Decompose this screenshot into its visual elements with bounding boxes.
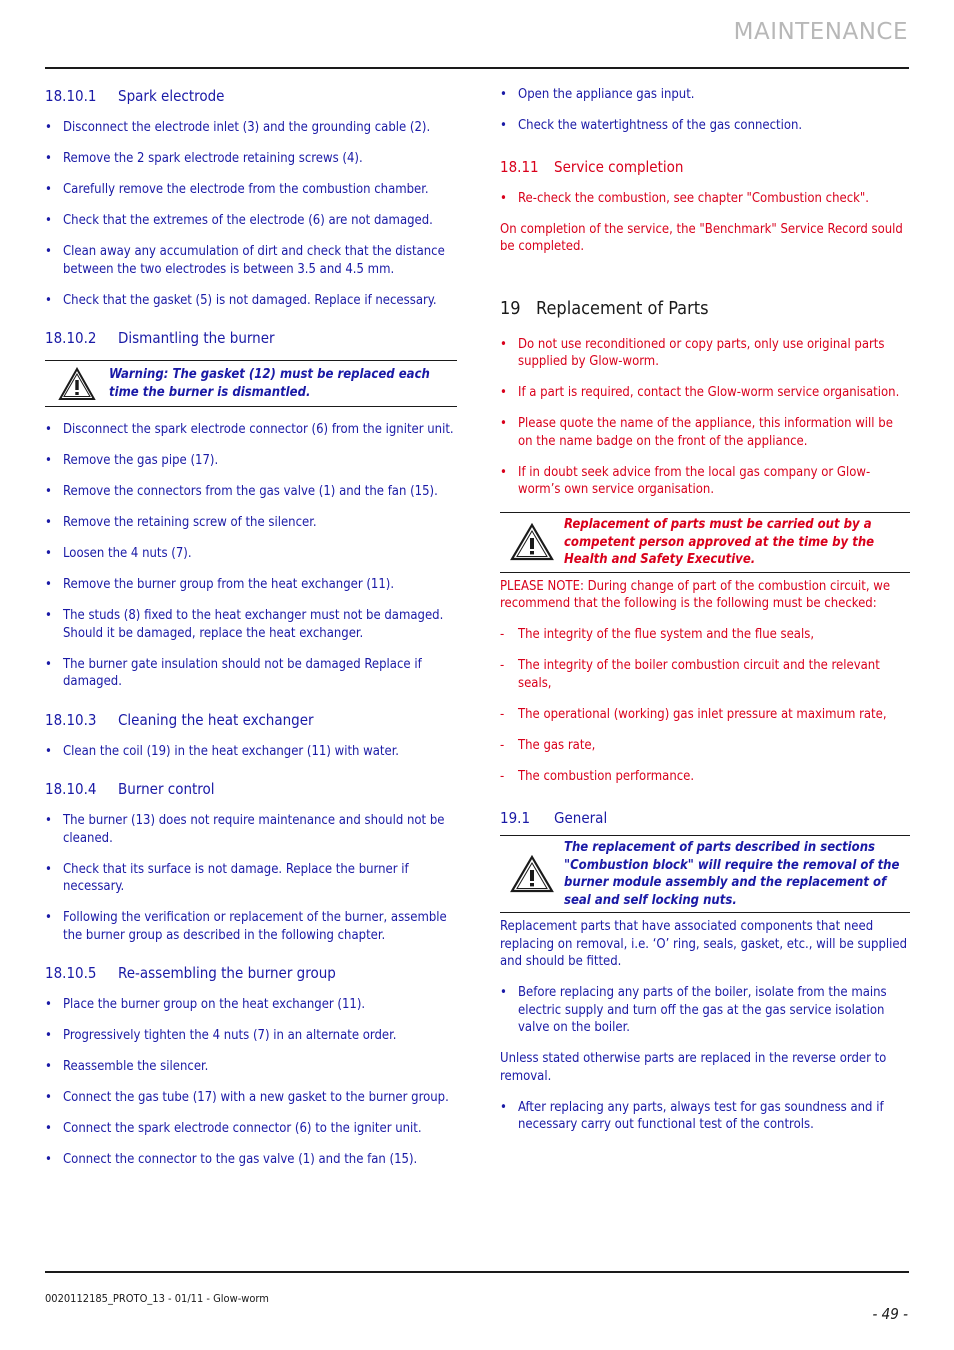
dismantling-list [45, 421, 457, 691]
section-title: Replacement of Parts [536, 297, 709, 319]
list-item: • Connect the connector to the gas valve (1) and the fan (15). [45, 1152, 418, 1167]
warning-triangle-icon [500, 855, 564, 893]
section-number: 18.10.5 [45, 964, 97, 982]
list-item: • If in doubt seek advice from the local gas company or Glow-worm’s own service organisation. [500, 464, 871, 497]
section-title: Cleaning the heat exchanger [118, 710, 314, 729]
general-list-2 [500, 1099, 910, 1134]
section-title: General [554, 809, 608, 827]
list-item: • Remove the 2 spark electrode retaining screws (4). [45, 151, 363, 166]
list-item: • Connect the gas tube (17) with a new gasket to the burner group. [45, 1090, 449, 1105]
list-item: • The burner (13) does not require maintenance and should not be cleaned. [45, 813, 445, 846]
list-item: • Check that its surface is not damage. Replace the burner if necessary. [45, 861, 409, 894]
page-number: - 49 - [872, 1305, 908, 1323]
list-item: • Check that the gasket (5) is not damaged. Replace if necessary. [45, 292, 437, 308]
list-item: • Reassemble the silencer. [45, 1059, 209, 1074]
list-item: - The operational (working) gas inlet pressure at maximum rate, [500, 706, 887, 722]
section-title: Burner control [118, 780, 215, 798]
section-number: 18.10.3 [45, 710, 97, 729]
list-item: • Do not use reconditioned or copy parts, only use original parts supplied by Glow-worm. [500, 336, 885, 369]
warning-box [500, 512, 910, 573]
list-item: - The gas rate, [500, 737, 596, 753]
service-completion-paragraph: On completion of the service, the "Benchmark" Service Record sould be completed. [500, 221, 903, 254]
warning-triangle-icon [500, 523, 564, 561]
warning-text: Warning: The gasket (12) must be replaced each time the burner is dismantled. [109, 367, 430, 400]
gas-check-list [500, 86, 910, 135]
warning-triangle-icon [45, 367, 109, 401]
warning-box [45, 360, 457, 407]
cleaning-list [45, 743, 457, 761]
list-item: • After replacing any parts, always test for gas soundness and if necessary carry out functional test of the controls. [500, 1099, 884, 1132]
general-list-1 [500, 984, 910, 1037]
list-item: • Open the appliance gas input. [500, 87, 695, 102]
right-column [500, 86, 910, 1147]
section-heading-18-10-4 [45, 779, 457, 799]
list-item: • Place the burner group on the heat exchanger (11). [45, 997, 366, 1012]
list-item: • Loosen the 4 nuts (7). [45, 546, 192, 561]
section-number: 18.11 [500, 157, 539, 176]
warning-text: The replacement of parts described in sections "Combustion block" will require the removal of the burner module assembly and the replacement of seal and self locking nuts. [564, 840, 900, 908]
spark-electrode-list [45, 119, 457, 309]
section-title: Re-assembling the burner group [118, 964, 336, 982]
please-note-paragraph: PLEASE NOTE: During change of part of the combustion circuit, we recommend that the following is the following must be checked: [500, 578, 891, 611]
list-item: - The integrity of the boiler combustion circuit and the relevant seals, [500, 658, 880, 691]
warning-box [500, 835, 910, 913]
list-item: • Progressively tighten the 4 nuts (7) in an alternate order. [45, 1028, 397, 1043]
section-title: Dismantling the burner [118, 329, 275, 347]
service-completion-list [500, 190, 910, 208]
section-number: 19.1 [500, 809, 531, 827]
list-item: • Before replacing any parts of the boiler, isolate from the mains electric supply and turn off the gas at the gas service isolation valve on the boiler. [500, 985, 887, 1035]
footer-rule [45, 1271, 909, 1273]
header-rule [45, 67, 909, 69]
replacement-parts-paragraph: Replacement parts that have associated components that need replacing on removal, i.e. ‘O’ ring, seals, gasket, etc., will be supplied and should be fitted. [500, 919, 907, 969]
checks-dash-list [500, 626, 910, 785]
section-number: 18.10.4 [45, 780, 97, 798]
reverse-order-paragraph: Unless stated otherwise parts are replaced in the reverse order to removal. [500, 1051, 887, 1084]
list-item: • Connect the spark electrode connector (6) to the igniter unit. [45, 1121, 422, 1136]
list-item: • Check that the extremes of the electrode (6) are not damaged. [45, 213, 433, 228]
section-heading-18-10-1 [45, 86, 457, 106]
section-title: Spark electrode [118, 87, 225, 105]
replacement-parts-list [500, 336, 910, 499]
section-number: 18.10.2 [45, 329, 97, 347]
section-title: Service completion [554, 157, 684, 176]
reassembling-list [45, 996, 457, 1169]
list-item: • Remove the retaining screw of the silencer. [45, 515, 317, 530]
list-item: • Following the verification or replacement of the burner, assemble the burner group as described in the following chapter. [45, 910, 447, 943]
list-item: • Disconnect the electrode inlet (3) and the grounding cable (2). [45, 120, 431, 135]
footer-doc-reference: 0020112185_PROTO_13 - 01/11 - Glow-worm [45, 1292, 269, 1305]
list-item: • If a part is required, contact the Glow-worm service organisation. [500, 385, 900, 400]
list-item: • The burner gate insulation should not be damaged Replace if damaged. [45, 656, 422, 689]
section-heading-18-10-3 [45, 710, 457, 730]
list-item: • Remove the connectors from the gas valve (1) and the fan (15). [45, 484, 438, 499]
list-item: • Clean away any accumulation of dirt and check that the distance between the two electrodes is between 3.5 and 4.5 mm. [45, 244, 445, 277]
list-item: - The integrity of the flue system and the flue seals, [500, 627, 815, 642]
list-item: • Remove the gas pipe (17). [45, 453, 219, 468]
list-item: • Check the watertightness of the gas connection. [500, 118, 803, 133]
section-heading-18-10-2 [45, 328, 457, 348]
warning-text: Replacement of parts must be carried out by a competent person approved at the time by the Health and Safety Executive. [564, 517, 875, 567]
section-number: 18.10.1 [45, 87, 97, 105]
list-item: - The combustion performance. [500, 768, 695, 784]
left-column [45, 86, 457, 1182]
burner-control-list [45, 812, 457, 944]
section-heading-18-10-5 [45, 963, 457, 983]
list-item: • Carefully remove the electrode from the combustion chamber. [45, 182, 429, 197]
page-header-title: MAINTENANCE [733, 19, 908, 45]
section-number: 19 [500, 297, 521, 319]
list-item: • Clean the coil (19) in the heat exchanger (11) with water. [45, 743, 400, 759]
list-item: • Remove the burner group from the heat exchanger (11). [45, 577, 395, 592]
section-heading-19-1 [500, 808, 910, 828]
list-item: • Disconnect the spark electrode connector (6) from the igniter unit. [45, 422, 454, 437]
list-item: • Re-check the combustion, see chapter "Combustion check". [500, 190, 869, 206]
list-item: • Please quote the name of the appliance, this information will be on the name badge on the front of the appliance. [500, 416, 893, 449]
list-item: • The studs (8) fixed to the heat exchanger must not be damaged. Should it be damaged, replace the heat exchanger. [45, 608, 444, 641]
section-heading-19 [500, 298, 910, 320]
section-heading-18-11 [500, 157, 910, 177]
